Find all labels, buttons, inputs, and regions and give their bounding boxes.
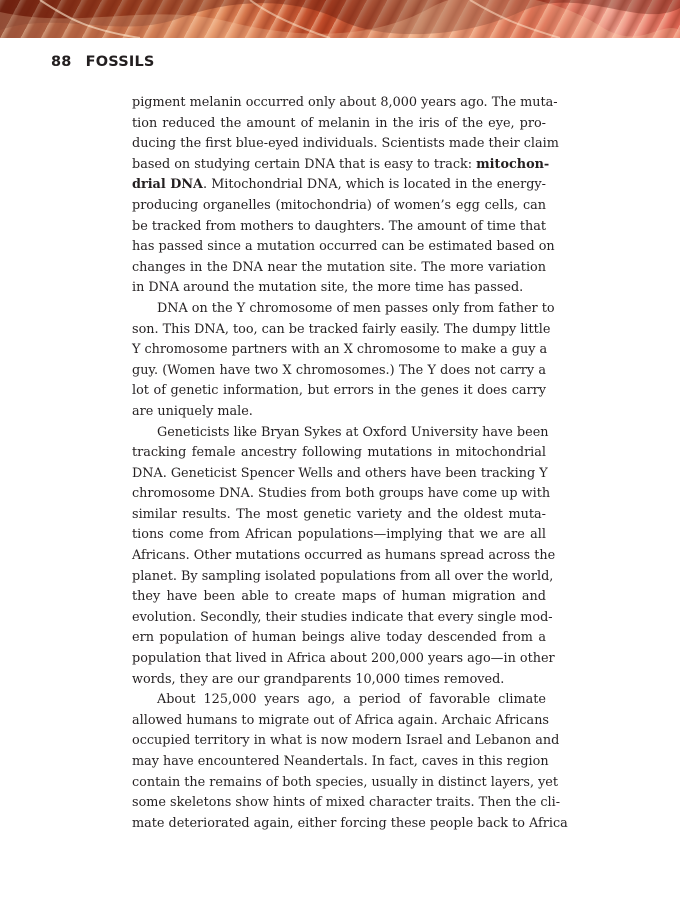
text-line: similar results. The most genetic variety and the oldest muta- <box>132 506 546 522</box>
key-term-mitochondrial-dna-cont: drial DNA <box>132 177 203 193</box>
rock-texture-image <box>0 0 680 38</box>
text-line: changes in the DNA near the mutation site. The more variation <box>132 259 546 275</box>
text-line: some skeletons show hints of mixed character traits. Then the cli- <box>132 795 561 811</box>
text-line: allowed humans to migrate out of Africa again. Archaic Africans <box>132 712 549 728</box>
text-line: in DNA around the mutation site, the more time has passed. <box>132 280 524 296</box>
text-line: DNA. Geneticist Spencer Wells and others have been tracking Y <box>132 465 548 481</box>
text-line: guy. (Women have two X chromosomes.) The Y does not carry a <box>132 362 546 378</box>
text-line: ducing the first blue-eyed individuals. Scientists made their claim <box>132 136 559 152</box>
text-line: may have encountered Neandertals. In fact, caves in this region <box>132 754 549 769</box>
text-line: About 125,000 years ago, a period of favorable climate <box>157 692 546 708</box>
text-line: mate deteriorated again, either forcing these people back to Africa <box>132 815 568 831</box>
running-head <box>51 54 155 70</box>
text-line: tion reduced the amount of melanin in the iris of the eye, pro- <box>132 115 546 131</box>
text-line: Africans. Other mutations occurred as humans spread across the <box>132 548 556 564</box>
text-line: population that lived in Africa about 200,000 years ago—in other <box>132 651 555 667</box>
page-number: 88 <box>51 54 72 70</box>
text-line: occupied territory in what is now modern Israel and Lebanon and <box>132 733 560 749</box>
text-line: tions come from African populations—implying that we are all <box>132 527 546 543</box>
text-line: son. This DNA, too, can be tracked fairly easily. The dumpy little <box>132 321 551 337</box>
text-line: lot of genetic information, but errors in the genes it does carry <box>132 383 546 399</box>
text-line: Y chromosome partners with an X chromosome to make a guy a <box>132 342 548 358</box>
text-line: ern population of human beings alive today descended from a <box>132 630 546 646</box>
text-line: evolution. Secondly, their studies indicate that every single mod- <box>132 609 553 625</box>
text-line <box>132 175 546 196</box>
text-line: DNA on the Y chromosome of men passes only from father to <box>157 300 555 316</box>
key-term-mitochondrial-dna: mitochon- <box>476 156 550 172</box>
text-line: producing organelles (mitochondria) of women’s egg cells, can <box>132 197 546 213</box>
text-line: words, they are our grandparents 10,000 times removed. <box>132 671 505 687</box>
decorative-banner <box>0 0 680 38</box>
body-text <box>132 93 568 834</box>
text-line: planet. By sampling isolated populations from all over the world, <box>132 568 554 584</box>
text-line: chromosome DNA. Studies from both groups have come up with <box>132 486 551 502</box>
text-line: pigment melanin occurred only about 8,000 years ago. The muta- <box>132 95 558 110</box>
text-line: has passed since a mutation occurred can be estimated based on <box>132 239 555 255</box>
text-segment: based on studying certain DNA that is easy to track: <box>132 156 477 172</box>
text-line <box>132 155 550 176</box>
text-line: tracking female ancestry following mutations in mitochondrial <box>132 445 546 461</box>
section-title: FOSSILS <box>85 54 155 70</box>
text-line: Geneticists like Bryan Sykes at Oxford University have been <box>157 424 549 440</box>
text-line: are uniquely male. <box>132 403 253 419</box>
text-line: be tracked from mothers to daughters. The amount of time that <box>132 218 546 234</box>
text-line: contain the remains of both species, usually in distinct layers, yet <box>132 774 559 790</box>
text-line: they have been able to create maps of human migration and <box>132 589 546 605</box>
text-segment: . Mitochondrial DNA, which is located in the energy- <box>202 177 546 193</box>
